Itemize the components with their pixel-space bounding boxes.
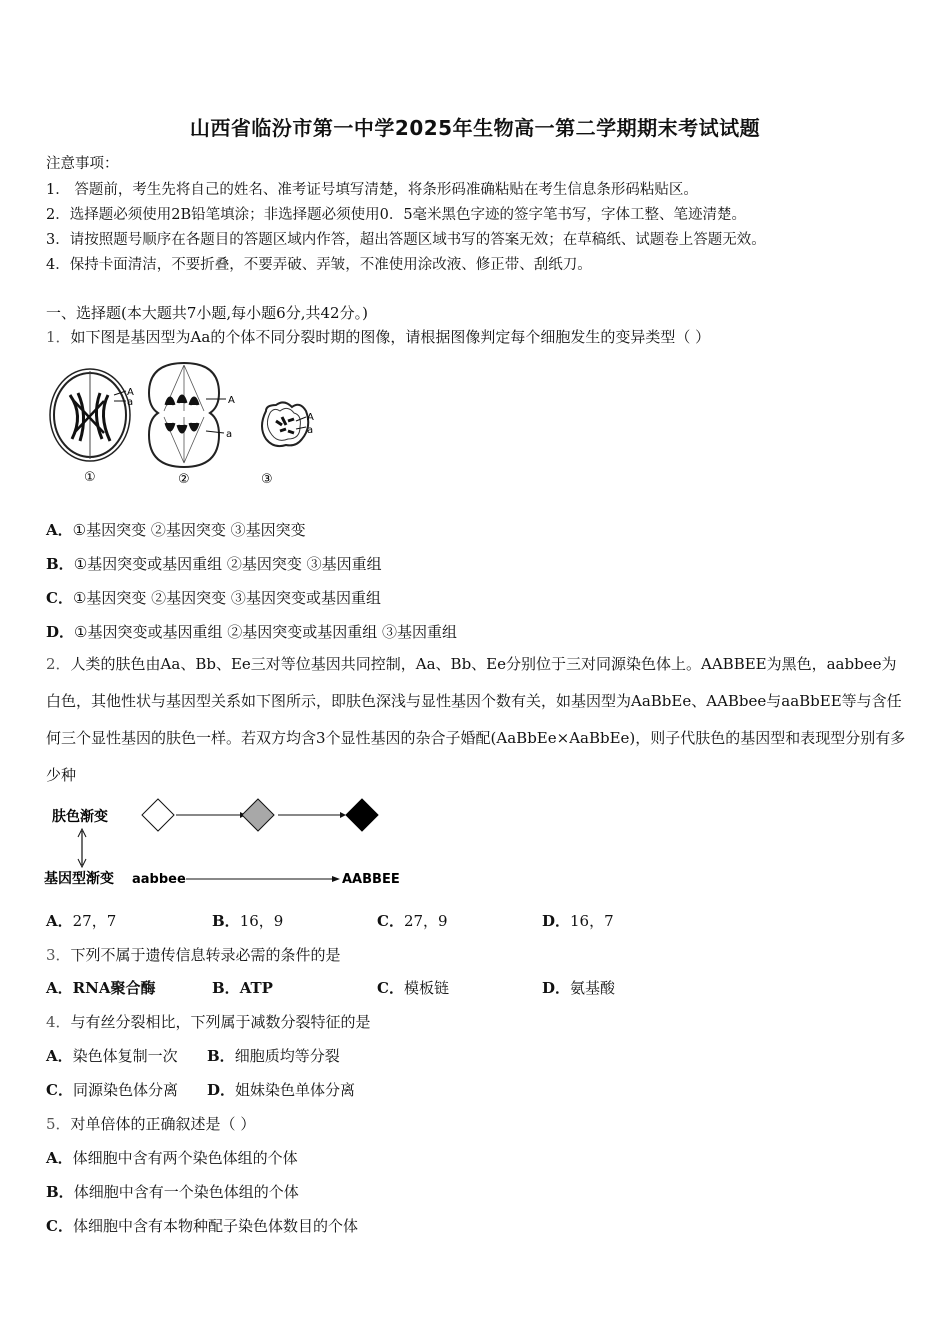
option-row: [212, 977, 273, 998]
skin-white-diamond: [142, 799, 174, 831]
option-letter: D．: [542, 979, 571, 997]
genotype-label: AABBEE: [342, 872, 400, 887]
option-letter: D．: [542, 912, 571, 930]
skin-color-figure: [44, 795, 424, 895]
question-number: 2．: [46, 655, 71, 673]
gene-label: A: [307, 412, 314, 423]
option-row: [377, 977, 449, 998]
option-letter: D．: [207, 1081, 236, 1099]
option-letter: A．: [46, 521, 73, 539]
skin-black-diamond: [346, 799, 378, 831]
option-text: 染色体复制一次: [72, 1047, 178, 1065]
option-letter: B．: [207, 1047, 235, 1065]
gene-label: a: [226, 429, 233, 440]
option-text: ①基因突变 ②基因突变 ③基因突变或基因重组: [72, 589, 381, 607]
row-label: 肤色渐变: [52, 809, 108, 825]
option-row: [46, 553, 382, 574]
option-row: [46, 587, 381, 608]
option-text: ①基因突变或基因重组 ②基因突变或基因重组 ③基因重组: [74, 623, 458, 641]
option-row: [46, 1147, 298, 1168]
option-letter: C．: [377, 979, 404, 997]
row-label: 基因型渐变: [44, 871, 114, 887]
question-2-stem: [46, 646, 906, 794]
notice-heading: 注意事项：: [46, 156, 119, 172]
option-letter: A．: [46, 1047, 73, 1065]
option-text: 氨基酸: [570, 979, 616, 997]
page-title: 山西省临汾市第一中学2025年生物高一第二学期期末考试试题: [189, 116, 761, 140]
option-text: 27，7: [72, 912, 117, 930]
option-text: RNA聚合酶: [72, 979, 156, 997]
question-text: 如下图是基因型为Aa的个体不同分裂时期的图像，请根据图像判定每个细胞发生的变异类型（ ）: [70, 328, 711, 346]
option-row: [46, 621, 457, 642]
option-letter: C．: [46, 1217, 73, 1235]
gene-label: a: [307, 425, 314, 436]
cell-label: ①: [84, 470, 96, 485]
option-text: 模板链: [403, 979, 449, 997]
question-4-stem: [46, 1011, 371, 1032]
notice-item: 1． 答题前，考生先将自己的姓名、准考证号填写清楚，将条形码准确粘贴在考生信息条形码粘贴区。: [46, 182, 698, 198]
option-row: [46, 1181, 299, 1202]
option-row: [542, 910, 614, 931]
option-text: 16，9: [239, 912, 284, 930]
option-letter: C．: [46, 1081, 73, 1099]
option-letter: A．: [46, 1149, 73, 1167]
option-letter: A．: [46, 912, 73, 930]
cell-label: ②: [178, 472, 190, 487]
question-5-stem: [46, 1113, 255, 1134]
question-text: 对单倍体的正确叙述是（ ）: [70, 1115, 256, 1133]
option-row: [377, 910, 448, 931]
option-letter: C．: [46, 589, 73, 607]
option-letter: B．: [46, 1183, 74, 1201]
question-text: 与有丝分裂相比，下列属于减数分裂特征的是: [70, 1013, 371, 1031]
option-text: 细胞质均等分裂: [234, 1047, 340, 1065]
option-text: ①基因突变或基因重组 ②基因突变 ③基因重组: [73, 555, 382, 573]
gene-label: A: [127, 387, 134, 398]
option-letter: D．: [46, 623, 75, 641]
question-number: 1．: [46, 328, 71, 346]
option-row: [46, 1215, 358, 1236]
option-row: [46, 519, 306, 540]
option-row: [212, 910, 283, 931]
question-number: 5．: [46, 1115, 71, 1133]
question-3-stem: [46, 944, 341, 965]
gene-label: A: [228, 395, 235, 406]
option-text: 体细胞中含有一个染色体组的个体: [73, 1183, 299, 1201]
option-letter: B．: [46, 555, 74, 573]
question-text: 人类的肤色由Aa、Bb、Ee三对等位基因共同控制，Aa、Bb、Ee分别位于三对同源染色体上。AABBEE为黑色，aabbee为白色，其他性状与基因型关系如下图所示，即肤色深浅与显性基因个数有关，如基因型为AaBbEe、AABbee与aaBbEE等与含任何三个显性基因的肤色一样。若双方均含3个显性基因的杂合子婚配(AaBbEe×AaBbEe)，则子代肤色的基因型和表现型分别有多少种: [46, 655, 906, 784]
option-row: [46, 1079, 178, 1100]
option-row: [46, 910, 116, 931]
option-text: 16，7: [570, 912, 614, 930]
question-number: 4．: [46, 1013, 71, 1031]
notice-item: 4．保持卡面清洁，不要折叠，不要弄破、弄皱，不准使用涂改液、修正带、刮纸刀。: [46, 257, 592, 273]
option-text: 同源染色体分离: [72, 1081, 178, 1099]
option-row: [207, 1045, 340, 1066]
option-text: 27，9: [403, 912, 448, 930]
option-row: [46, 977, 155, 998]
option-letter: C．: [377, 912, 404, 930]
option-text: ATP: [239, 979, 273, 997]
option-text: ①基因突变 ②基因突变 ③基因突变: [72, 521, 306, 539]
option-letter: B．: [212, 912, 240, 930]
option-row: [46, 1045, 178, 1066]
gene-label: a: [127, 397, 134, 408]
option-row: [207, 1079, 355, 1100]
notice-item: 3．请按照题号顺序在各题目的答题区域内作答，超出答题区域书写的答案无效；在草稿纸、试题卷上答题无效。: [46, 232, 766, 248]
notice-item: 2．选择题必须使用2B铅笔填涂；非选择题必须使用0．5毫米黑色字迹的签字笔书写，字体工整、笔迹清楚。: [46, 207, 747, 223]
option-letter: B．: [212, 979, 240, 997]
cell-division-figure: [44, 355, 324, 490]
option-row: [542, 977, 615, 998]
genotype-label: aabbee: [132, 872, 186, 887]
option-text: 体细胞中含有两个染色体组的个体: [72, 1149, 298, 1167]
option-letter: A．: [46, 979, 73, 997]
skin-gray-diamond: [242, 799, 274, 831]
option-text: 姐妹染色单体分离: [235, 1081, 356, 1099]
question-number: 3．: [46, 946, 71, 964]
question-1-stem: [46, 326, 710, 347]
cell-label: ③: [261, 472, 273, 487]
question-text: 下列不属于遗传信息转录必需的条件的是: [70, 946, 341, 964]
option-text: 体细胞中含有本物种配子染色体数目的个体: [72, 1217, 358, 1235]
section-heading: 一、选择题(本大题共7小题,每小题6分,共42分。): [46, 304, 368, 322]
